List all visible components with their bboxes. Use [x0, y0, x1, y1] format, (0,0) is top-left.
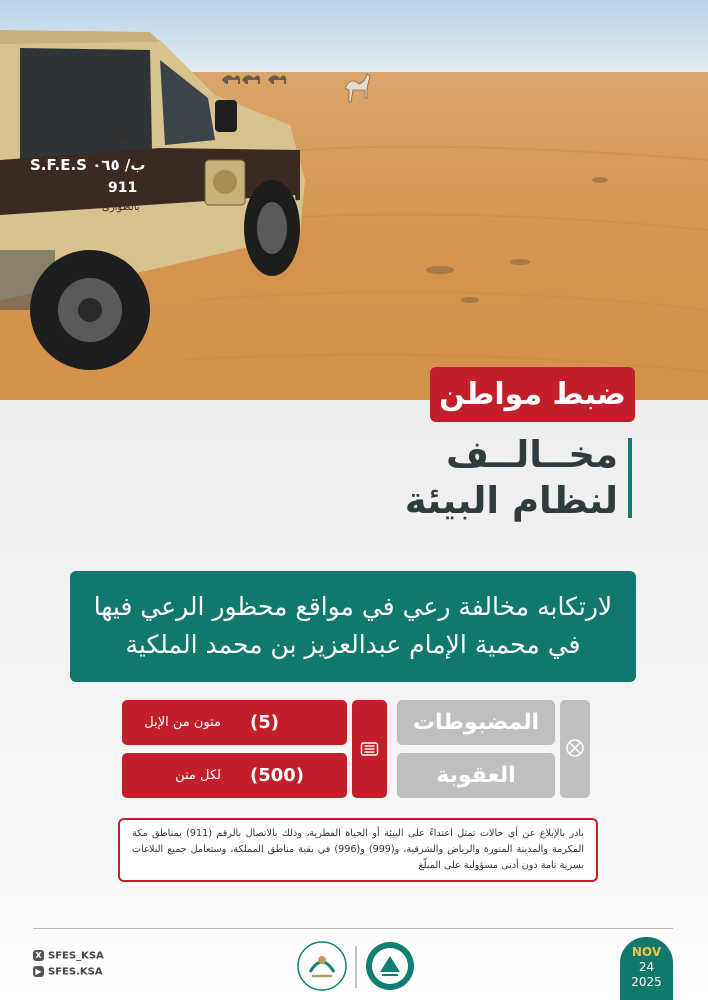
vehicle-sub-label: بالطوارئ: [102, 202, 140, 213]
date-month: NOV: [631, 945, 662, 959]
youtube-icon: ▶: [33, 966, 44, 977]
description-line-1: لارتكابه مخالفة رعي في مواقع محظور الرعي فيها: [93, 592, 613, 621]
seized-value: (5): [250, 712, 279, 733]
logos-svg: [296, 938, 416, 994]
logos: [296, 938, 416, 994]
date-year: 2025: [631, 975, 662, 989]
penalty-unit: لكل متن: [175, 768, 221, 783]
youtube-link[interactable]: [33, 966, 103, 978]
page-title: [288, 432, 618, 524]
title-accent-bar: [628, 438, 632, 518]
vehicle-call-label: اتصل: [108, 130, 132, 143]
vehicle-call-number: 911: [108, 180, 138, 196]
description-line-2: في محمية الإمام عبدالعزيز بن محمد الملكية: [125, 630, 581, 659]
penalty-value: (500): [250, 765, 305, 786]
youtube-handle: SFES.KSA: [48, 966, 103, 978]
penalty-label: العقوبة: [397, 753, 555, 798]
seized-icon: [560, 700, 590, 798]
violation-description: [70, 571, 636, 682]
penalty-value-row: [122, 753, 347, 798]
desert-scene: [0, 0, 708, 400]
title-line-1: مخــالــف: [445, 433, 618, 476]
hero-photo: [0, 0, 708, 400]
x-link[interactable]: [33, 950, 104, 962]
seized-value-row: [122, 700, 347, 745]
vehicle-plate-text: S.F.E.S ب/ ٠٦٥: [30, 156, 146, 174]
penalty-icon: [352, 700, 387, 798]
emblem-icon: [298, 942, 346, 990]
seized-label: المضبوطات: [397, 700, 555, 745]
seized-unit: متون من الإبل: [144, 715, 221, 730]
date-day: 24: [638, 960, 655, 974]
x-icon: X: [33, 950, 44, 961]
reporting-notice: بادر بالإبلاغ عن أي حالات تمثل اعتداءً على البيئة أو الحياة الفطرية، وذلك بالاتصال بالرقم (911) بمناطق مكة المكرمة والمدينة المنورة والرياض والشرقية، و(999) و(996) في بقية مناطق المملكة، وستعامل جميع البلاغات بسرية تامة دون أدنى مسؤولية على المبلّغ: [118, 818, 598, 882]
title-line-2: لنظام البيئة: [404, 479, 618, 522]
title-badge: ضبط مواطن: [430, 367, 635, 422]
footer-divider: [33, 928, 673, 929]
date-badge: [620, 937, 673, 1000]
penalty-icon-column: [352, 700, 387, 798]
x-handle: SFES_KSA: [48, 950, 104, 962]
seized-icon-column: [560, 700, 590, 798]
ministry-logo-icon: [366, 942, 414, 990]
